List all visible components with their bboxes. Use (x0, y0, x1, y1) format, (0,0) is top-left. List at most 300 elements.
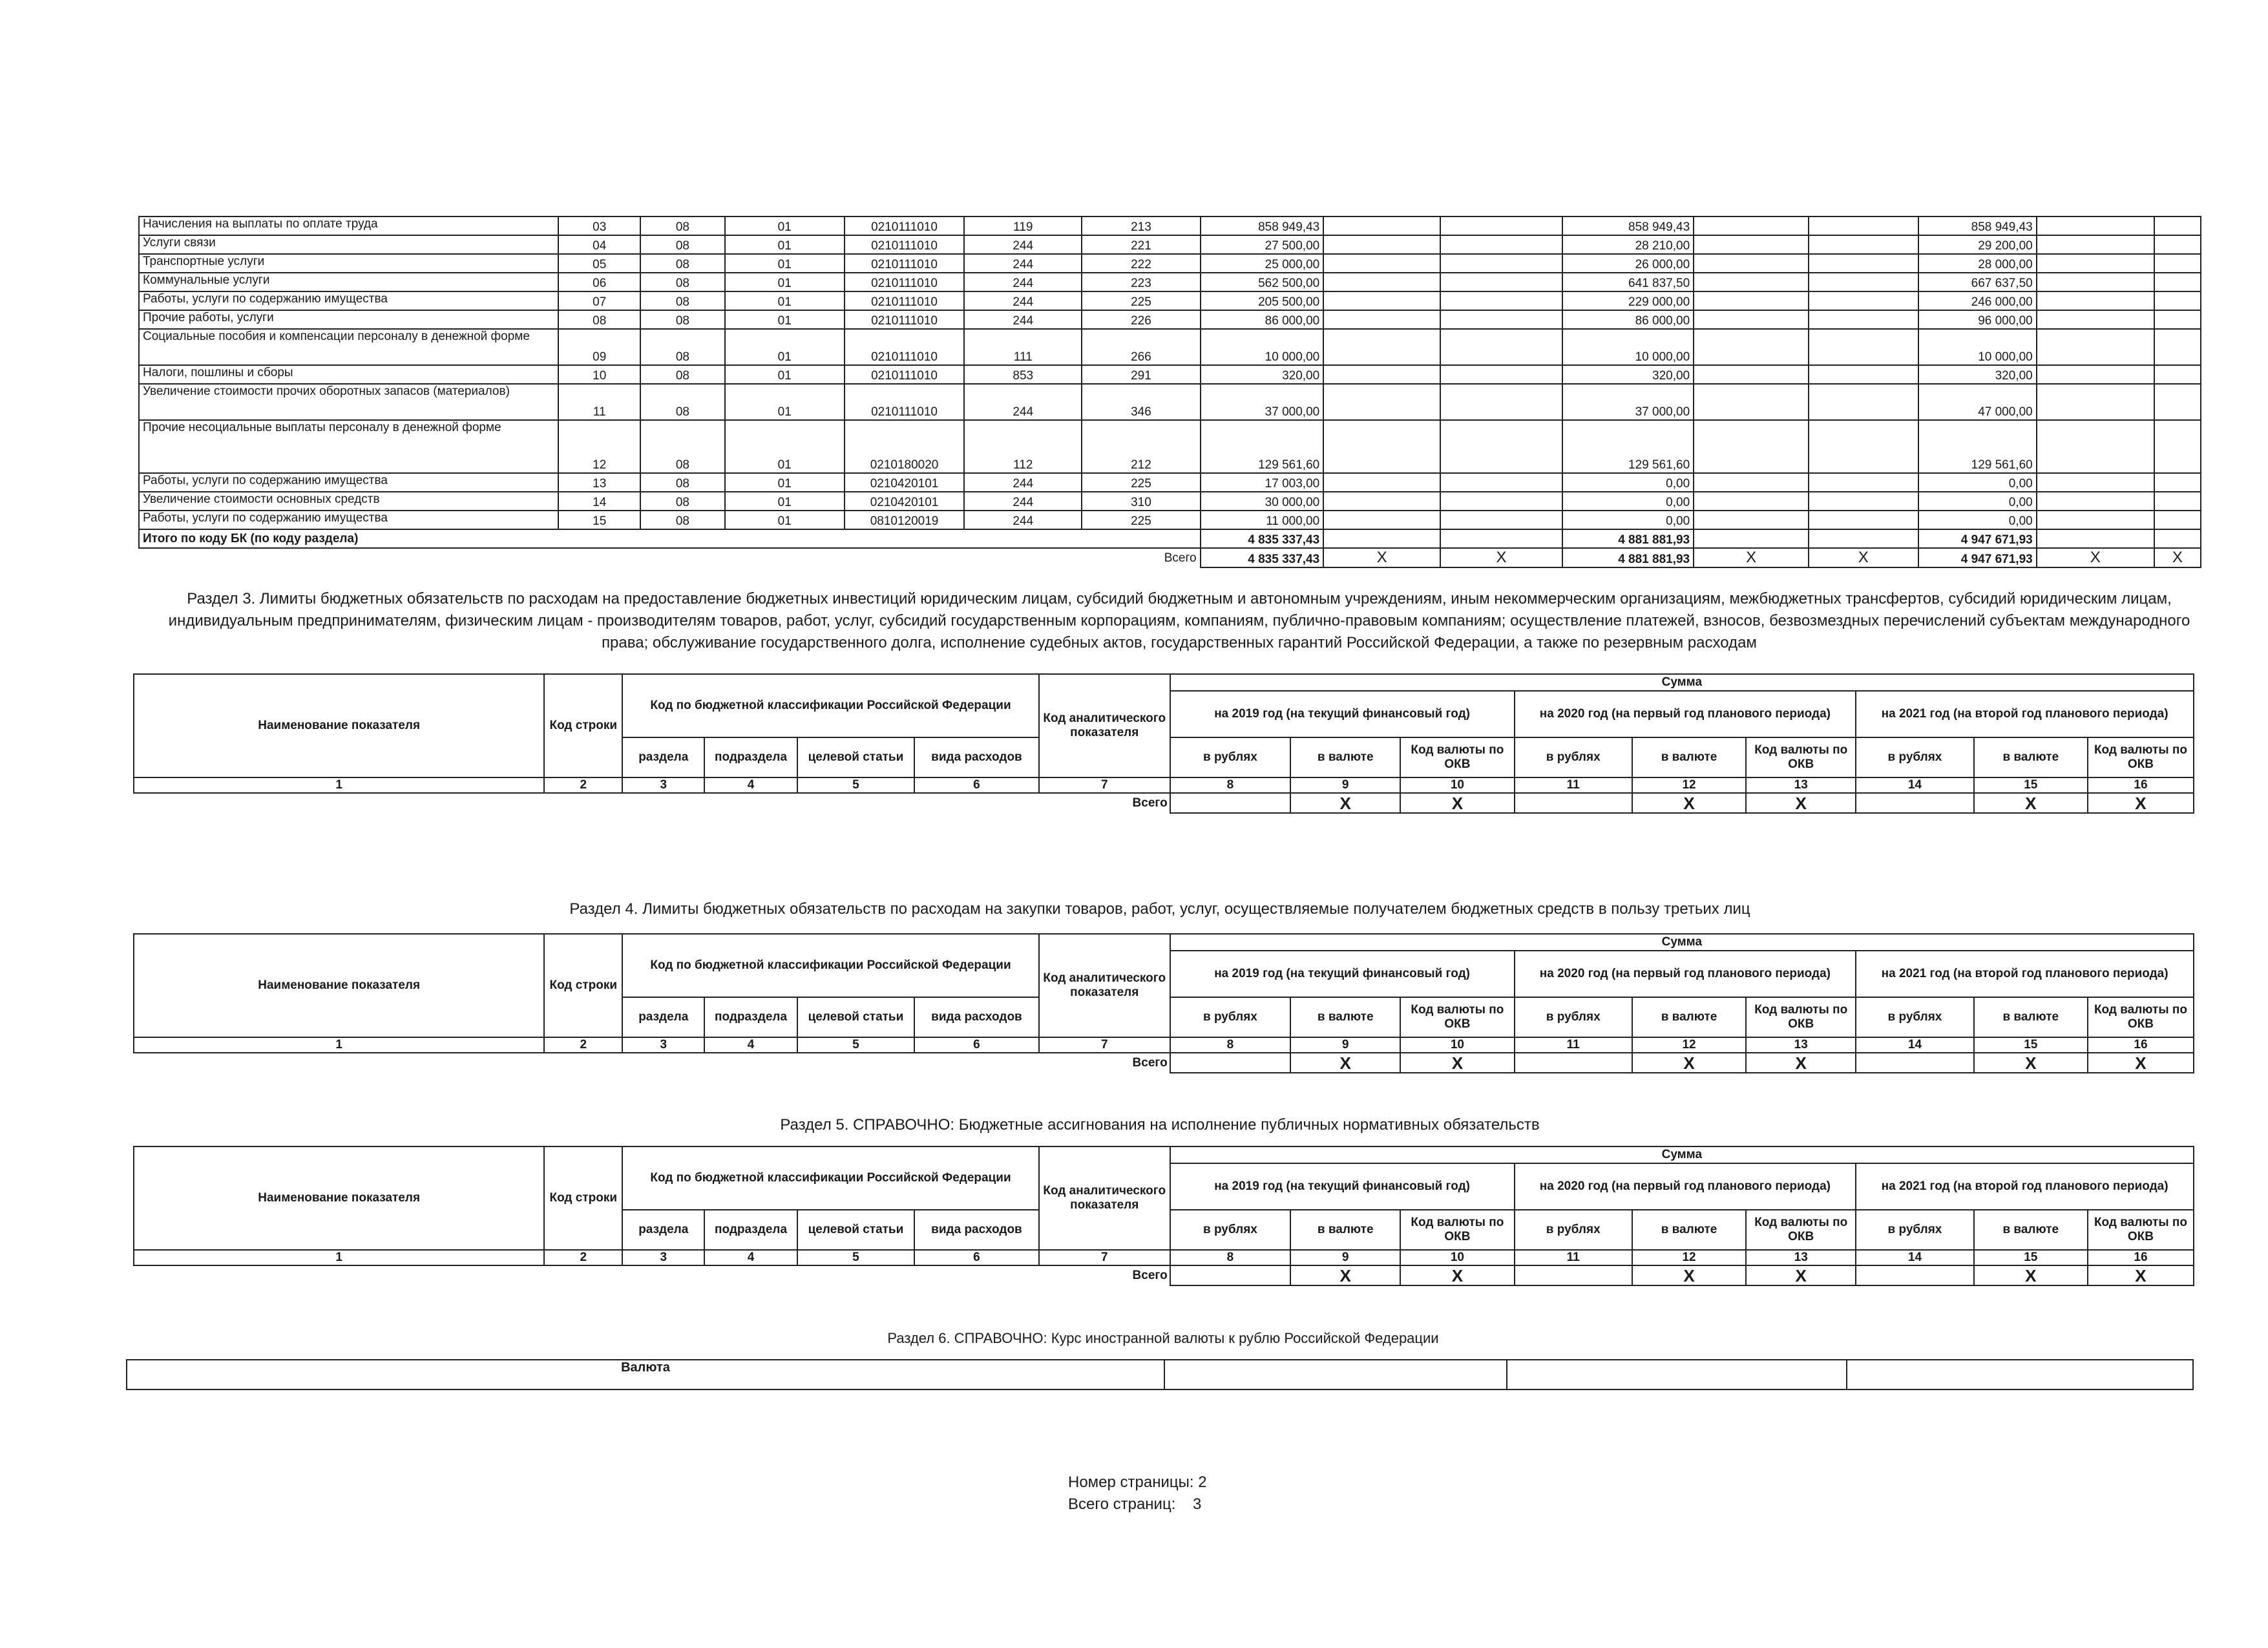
row-vid: 853 (964, 365, 1082, 384)
column-number: 1 (134, 777, 544, 793)
column-number: 12 (1632, 777, 1746, 793)
x-mark: X (1694, 548, 1809, 567)
row-vid: 119 (964, 217, 1082, 235)
header-y2021: на 2021 год (на второй год планового периода) (1856, 1163, 2194, 1210)
column-number: 16 (2088, 1250, 2194, 1265)
header-rub: в рублях (1515, 737, 1632, 777)
row-sum-2019: 11 000,00 (1201, 511, 1324, 529)
grand-total-2019: 4 835 337,43 (1201, 548, 1324, 567)
row-statya: 0210111010 (845, 254, 964, 273)
total-empty (1515, 1265, 1632, 1285)
total-empty (1515, 1053, 1632, 1073)
row-line: 03 (558, 217, 640, 235)
row-sum-2021: 0,00 (1918, 473, 2037, 492)
row-empty (1440, 473, 1562, 492)
x-mark: X (1440, 548, 1562, 567)
row-empty (2154, 492, 2201, 511)
row-statya: 0210111010 (845, 310, 964, 329)
row-sum-2021: 28 000,00 (1918, 254, 2037, 273)
total-empty (1856, 793, 1973, 813)
header-name: Наименование показателя (134, 1146, 544, 1250)
page-number-label: Номер страницы: (1068, 1474, 1194, 1491)
row-empty (2154, 511, 2201, 529)
row-sum-2019: 17 003,00 (1201, 473, 1324, 492)
table-row (139, 273, 2201, 291)
column-number: 13 (1746, 777, 1856, 793)
row-name: Коммунальные услуги (139, 273, 558, 291)
table-row (139, 329, 2201, 365)
header-razdel: раздела (622, 1210, 704, 1250)
table-row (139, 511, 2201, 529)
column-number: 2 (544, 777, 622, 793)
row-vid: 112 (964, 420, 1082, 473)
column-number: 14 (1856, 1250, 1973, 1265)
column-number: 10 (1400, 777, 1514, 793)
header-summa: Сумма (1170, 934, 2194, 951)
table-row (139, 254, 2201, 273)
row-sum-2019: 25 000,00 (1201, 254, 1324, 273)
header-val: в валюте (1974, 737, 2088, 777)
x-mark: X (2088, 1053, 2194, 1073)
row-empty (2037, 492, 2154, 511)
header-rub: в рублях (1170, 737, 1291, 777)
row-empty (1694, 365, 1809, 384)
row-line: 11 (558, 384, 640, 420)
row-empty (1694, 291, 1809, 310)
header-summa: Сумма (1170, 1146, 2194, 1163)
row-empty (1440, 492, 1562, 511)
row-sum-2020: 0,00 (1562, 473, 1694, 492)
header-podrazdel: подраздела (704, 997, 797, 1037)
header-y2021: на 2021 год (на второй год планового периода) (1856, 691, 2194, 737)
subtotal-row (139, 529, 2201, 548)
column-number: 15 (1974, 1250, 2088, 1265)
row-podrazdel: 01 (725, 511, 845, 529)
table-row (139, 384, 2201, 420)
row-sum-2019: 129 561,60 (1201, 420, 1324, 473)
row-empty (1440, 235, 1562, 254)
column-number: 4 (704, 1037, 797, 1053)
row-razdel: 08 (640, 420, 724, 473)
header-y2021: на 2021 год (на второй год планового периода) (1856, 951, 2194, 997)
row-sum-2019: 320,00 (1201, 365, 1324, 384)
row-empty (1323, 310, 1440, 329)
row-analit: 266 (1082, 329, 1200, 365)
row-empty (1809, 511, 1918, 529)
section6-cell (1847, 1360, 2193, 1389)
x-mark: X (1974, 1265, 2088, 1285)
column-number: 1 (134, 1250, 544, 1265)
row-empty (1694, 511, 1809, 529)
row-statya: 0210111010 (845, 217, 964, 235)
header-okv: Код валюты по ОКВ (1400, 997, 1514, 1037)
row-podrazdel: 01 (725, 217, 845, 235)
row-empty (1440, 329, 1562, 365)
header-val: в валюте (1974, 997, 2088, 1037)
row-empty (2154, 217, 2201, 235)
row-podrazdel: 01 (725, 329, 845, 365)
subtotal-empty (1323, 529, 1440, 548)
header-val: в валюте (1632, 737, 1746, 777)
grand-total-label: Всего (1164, 551, 1197, 565)
section3-title: Раздел 3. Лимиты бюджетных обязательств по расходам на предоставление бюджетных инвестиций юридическим лицам, субсидий бюджетным и автономным учреждениям, иным некоммерческим организациям, межбюджетных трансфертов, субсидий юридическим лицам, индивидуальным предпринимателям, физическим лицам - производителям товаров, работ, услуг, субсидий государственным корпорациям, компаниям, публично-правовым компаниям; осуществление платежей, взносов, безвозмездных перечислений субъектам международного права; обслуживание государственного долга, исполнение судебных актов, государственных гарантий Российской Федерации, а также по резервным расходам (168, 590, 2190, 651)
row-empty (1323, 511, 1440, 529)
section4-title: Раздел 4. Лимиты бюджетных обязательств по расходам на закупки товаров, работ, услуг, осуществляемые получателем бюджетных средств в пользу третьих лиц (569, 900, 1750, 918)
column-number: 8 (1170, 777, 1291, 793)
row-podrazdel: 01 (725, 473, 845, 492)
row-sum-2020: 641 837,50 (1562, 273, 1694, 291)
column-number: 16 (2088, 1037, 2194, 1053)
row-empty (1440, 273, 1562, 291)
section3-table (133, 673, 2194, 814)
row-statya: 0210111010 (845, 291, 964, 310)
row-empty (1323, 420, 1440, 473)
row-empty (2037, 291, 2154, 310)
header-vid: вида расходов (914, 997, 1039, 1037)
row-sum-2021: 667 637,50 (1918, 273, 2037, 291)
row-analit: 212 (1082, 420, 1200, 473)
column-number: 6 (914, 777, 1039, 793)
row-sum-2020: 10 000,00 (1562, 329, 1694, 365)
x-mark: X (1290, 1053, 1400, 1073)
header-podrazdel: подраздела (704, 1210, 797, 1250)
x-mark: X (1632, 1265, 1746, 1285)
row-empty (1694, 310, 1809, 329)
row-razdel: 08 (640, 365, 724, 384)
x-mark: X (1400, 1265, 1514, 1285)
subtotal-2021: 4 947 671,93 (1918, 529, 2037, 548)
row-razdel: 08 (640, 384, 724, 420)
x-mark: X (1323, 548, 1440, 567)
x-mark: X (1746, 1053, 1856, 1073)
column-number: 2 (544, 1250, 622, 1265)
row-podrazdel: 01 (725, 235, 845, 254)
section5-table (133, 1146, 2194, 1286)
row-vid: 111 (964, 329, 1082, 365)
row-analit: 225 (1082, 291, 1200, 310)
subtotal-empty (1694, 529, 1809, 548)
row-empty (1323, 291, 1440, 310)
row-razdel: 08 (640, 492, 724, 511)
row-sum-2019: 27 500,00 (1201, 235, 1324, 254)
header-analit-code: Код аналитического показателя (1039, 1146, 1170, 1250)
row-sum-2020: 0,00 (1562, 511, 1694, 529)
header-summa: Сумма (1170, 674, 2194, 691)
column-number: 10 (1400, 1037, 1514, 1053)
row-sum-2021: 246 000,00 (1918, 291, 2037, 310)
row-analit: 223 (1082, 273, 1200, 291)
row-analit: 225 (1082, 511, 1200, 529)
column-number: 13 (1746, 1037, 1856, 1053)
row-razdel: 08 (640, 310, 724, 329)
header-vid: вида расходов (914, 1210, 1039, 1250)
row-empty (1694, 492, 1809, 511)
row-razdel: 08 (640, 291, 724, 310)
row-vid: 244 (964, 473, 1082, 492)
column-number: 15 (1974, 1037, 2088, 1053)
section5-title: Раздел 5. СПРАВОЧНО: Бюджетные ассигнования на исполнение публичных нормативных обязательств (780, 1116, 1540, 1134)
header-y2020: на 2020 год (на первый год планового периода) (1515, 1163, 1856, 1210)
row-razdel: 08 (640, 273, 724, 291)
row-podrazdel: 01 (725, 365, 845, 384)
row-vid: 244 (964, 235, 1082, 254)
total-empty (1856, 1265, 1973, 1285)
subtotal-empty (2154, 529, 2201, 548)
row-sum-2019: 858 949,43 (1201, 217, 1324, 235)
row-podrazdel: 01 (725, 310, 845, 329)
header-val: в валюте (1290, 1210, 1400, 1250)
row-empty (1694, 217, 1809, 235)
x-mark: X (1974, 1053, 2088, 1073)
column-number: 6 (914, 1250, 1039, 1265)
row-empty (1694, 254, 1809, 273)
x-mark: X (1632, 1053, 1746, 1073)
column-number: 1 (134, 1037, 544, 1053)
row-line: 14 (558, 492, 640, 511)
row-analit: 226 (1082, 310, 1200, 329)
x-mark: X (1400, 793, 1514, 813)
total-label: Всего (1132, 796, 1168, 810)
row-vid: 244 (964, 291, 1082, 310)
row-empty (2154, 235, 2201, 254)
row-vid: 244 (964, 384, 1082, 420)
row-razdel: 08 (640, 217, 724, 235)
column-number: 11 (1515, 1037, 1632, 1053)
row-statya: 0210420101 (845, 492, 964, 511)
row-empty (1440, 511, 1562, 529)
row-sum-2020: 129 561,60 (1562, 420, 1694, 473)
row-sum-2019: 30 000,00 (1201, 492, 1324, 511)
row-empty (1323, 273, 1440, 291)
row-sum-2021: 858 949,43 (1918, 217, 2037, 235)
header-y2019: на 2019 год (на текущий финансовый год) (1170, 1163, 1515, 1210)
column-number: 4 (704, 1250, 797, 1265)
row-sum-2020: 858 949,43 (1562, 217, 1694, 235)
row-sum-2021: 96 000,00 (1918, 310, 2037, 329)
x-mark: X (1746, 1265, 1856, 1285)
x-mark: X (2088, 1265, 2194, 1285)
row-statya: 0210111010 (845, 235, 964, 254)
total-empty (1856, 1053, 1973, 1073)
column-number: 9 (1290, 1250, 1400, 1265)
row-line: 06 (558, 273, 640, 291)
row-empty (1440, 420, 1562, 473)
row-empty (2037, 273, 2154, 291)
row-statya: 0210180020 (845, 420, 964, 473)
subtotal-empty (2037, 529, 2154, 548)
grand-total-2020: 4 881 881,93 (1562, 548, 1694, 567)
row-name: Прочие работы, услуги (139, 310, 558, 329)
row-empty (2037, 329, 2154, 365)
row-empty (1809, 329, 1918, 365)
x-mark: X (1400, 1053, 1514, 1073)
header-line-code: Код строки (544, 1146, 622, 1250)
row-empty (1440, 254, 1562, 273)
row-vid: 244 (964, 492, 1082, 511)
header-razdel: раздела (622, 997, 704, 1037)
header-val: в валюте (1632, 997, 1746, 1037)
row-vid: 244 (964, 254, 1082, 273)
header-analit-code: Код аналитического показателя (1039, 674, 1170, 777)
row-empty (1440, 365, 1562, 384)
row-sum-2020: 320,00 (1562, 365, 1694, 384)
subtotal-2019: 4 835 337,43 (1201, 529, 1324, 548)
row-empty (1809, 291, 1918, 310)
row-name: Работы, услуги по содержанию имущества (139, 291, 558, 310)
row-empty (2154, 384, 2201, 420)
row-statya: 0810120019 (845, 511, 964, 529)
x-mark: X (2037, 548, 2154, 567)
row-sum-2019: 205 500,00 (1201, 291, 1324, 310)
subtotal-empty (1440, 529, 1562, 548)
header-bk-code: Код по бюджетной классификации Российской Федерации (622, 934, 1039, 997)
row-empty (1809, 473, 1918, 492)
total-empty (1170, 1053, 1291, 1073)
table-row (139, 420, 2201, 473)
section4-table (133, 933, 2194, 1073)
row-sum-2021: 0,00 (1918, 511, 2037, 529)
column-number: 7 (1039, 1250, 1170, 1265)
column-number: 4 (704, 777, 797, 793)
header-analit-code: Код аналитического показателя (1039, 934, 1170, 1037)
row-name: Увеличение стоимости основных средств (139, 492, 558, 511)
table-row (139, 217, 2201, 235)
row-analit: 225 (1082, 473, 1200, 492)
column-number: 13 (1746, 1250, 1856, 1265)
row-name: Начисления на выплаты по оплате труда (139, 217, 558, 235)
header-statya: целевой статьи (797, 737, 914, 777)
row-empty (1323, 365, 1440, 384)
row-analit: 222 (1082, 254, 1200, 273)
row-empty (2037, 473, 2154, 492)
header-statya: целевой статьи (797, 997, 914, 1037)
row-empty (2154, 291, 2201, 310)
row-line: 08 (558, 310, 640, 329)
column-number: 11 (1515, 777, 1632, 793)
header-razdel: раздела (622, 737, 704, 777)
column-number: 7 (1039, 777, 1170, 793)
section6-table (126, 1359, 2194, 1390)
row-statya: 0210111010 (845, 273, 964, 291)
page-total-label: Всего страниц: (1068, 1495, 1176, 1513)
row-empty (1809, 235, 1918, 254)
row-sum-2021: 47 000,00 (1918, 384, 2037, 420)
table-row (139, 310, 2201, 329)
row-empty (1323, 329, 1440, 365)
header-y2020: на 2020 год (на первый год планового периода) (1515, 691, 1856, 737)
row-empty (2154, 420, 2201, 473)
row-analit: 213 (1082, 217, 1200, 235)
row-empty (1440, 310, 1562, 329)
table-row (139, 492, 2201, 511)
x-mark: X (1290, 1265, 1400, 1285)
row-empty (1694, 384, 1809, 420)
header-rub: в рублях (1170, 1210, 1291, 1250)
column-number: 14 (1856, 777, 1973, 793)
header-y2019: на 2019 год (на текущий финансовый год) (1170, 951, 1515, 997)
header-rub: в рублях (1856, 737, 1973, 777)
row-empty (1440, 217, 1562, 235)
column-number: 5 (797, 1037, 914, 1053)
page-number-value: 2 (1198, 1474, 1207, 1491)
column-number: 12 (1632, 1250, 1746, 1265)
row-statya: 0210111010 (845, 365, 964, 384)
row-empty (1323, 235, 1440, 254)
column-number: 9 (1290, 1037, 1400, 1053)
row-empty (1809, 492, 1918, 511)
row-empty (1809, 254, 1918, 273)
row-empty (2037, 235, 2154, 254)
row-empty (2037, 511, 2154, 529)
header-rub: в рублях (1515, 997, 1632, 1037)
row-podrazdel: 01 (725, 291, 845, 310)
column-number: 5 (797, 1250, 914, 1265)
row-vid: 244 (964, 273, 1082, 291)
column-number: 14 (1856, 1037, 1973, 1053)
row-vid: 244 (964, 511, 1082, 529)
row-empty (1323, 473, 1440, 492)
header-okv: Код валюты по ОКВ (2088, 997, 2194, 1037)
row-empty (2154, 310, 2201, 329)
row-empty (2037, 420, 2154, 473)
x-mark: X (2154, 548, 2201, 567)
row-empty (1440, 384, 1562, 420)
row-sum-2020: 0,00 (1562, 492, 1694, 511)
row-empty (2037, 254, 2154, 273)
row-sum-2020: 26 000,00 (1562, 254, 1694, 273)
header-rub: в рублях (1170, 997, 1291, 1037)
column-number: 3 (622, 777, 704, 793)
row-sum-2019: 562 500,00 (1201, 273, 1324, 291)
row-statya: 0210111010 (845, 384, 964, 420)
header-val: в валюте (1290, 737, 1400, 777)
row-empty (1809, 384, 1918, 420)
header-y2019: на 2019 год (на текущий финансовый год) (1170, 691, 1515, 737)
row-name: Увеличение стоимости прочих оборотных запасов (материалов) (139, 384, 558, 420)
column-number: 15 (1974, 777, 2088, 793)
row-empty (2037, 310, 2154, 329)
row-sum-2019: 37 000,00 (1201, 384, 1324, 420)
header-name: Наименование показателя (134, 934, 544, 1037)
column-number: 7 (1039, 1037, 1170, 1053)
row-empty (2037, 365, 2154, 384)
row-analit: 221 (1082, 235, 1200, 254)
header-val: в валюте (1632, 1210, 1746, 1250)
column-number: 3 (622, 1250, 704, 1265)
row-empty (1694, 235, 1809, 254)
column-number: 8 (1170, 1250, 1291, 1265)
row-analit: 310 (1082, 492, 1200, 511)
row-empty (2154, 273, 2201, 291)
row-podrazdel: 01 (725, 273, 845, 291)
row-name: Налоги, пошлины и сборы (139, 365, 558, 384)
row-sum-2021: 29 200,00 (1918, 235, 2037, 254)
header-y2020: на 2020 год (на первый год планового периода) (1515, 951, 1856, 997)
row-razdel: 08 (640, 511, 724, 529)
section6-title: Раздел 6. СПРАВОЧНО: Курс иностранной валюты к рублю Российской Федерации (887, 1330, 1439, 1346)
x-mark: X (2088, 793, 2194, 813)
row-name: Транспортные услуги (139, 254, 558, 273)
row-razdel: 08 (640, 329, 724, 365)
row-empty (2154, 254, 2201, 273)
table-row (139, 291, 2201, 310)
row-line: 05 (558, 254, 640, 273)
column-number: 10 (1400, 1250, 1514, 1265)
row-name: Услуги связи (139, 235, 558, 254)
header-okv: Код валюты по ОКВ (2088, 1210, 2194, 1250)
header-val: в валюте (1974, 1210, 2088, 1250)
row-razdel: 08 (640, 235, 724, 254)
